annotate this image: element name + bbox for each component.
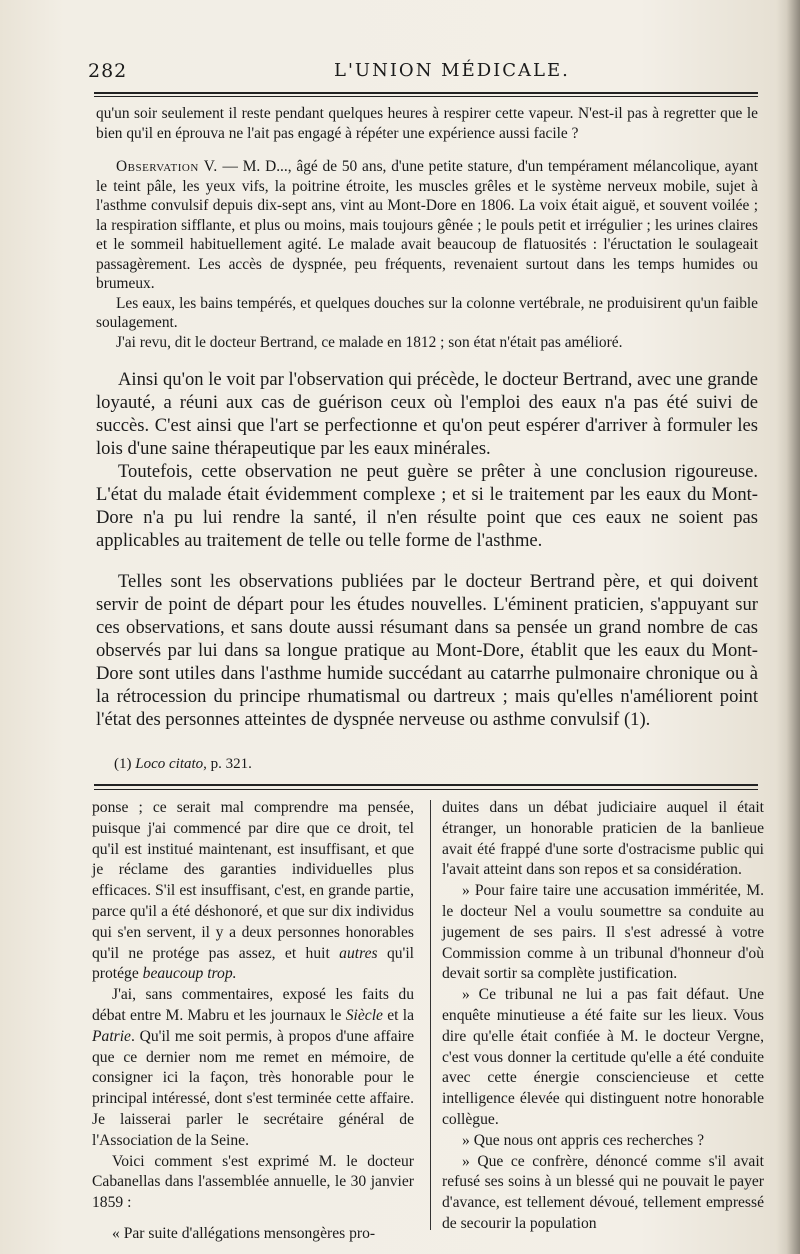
right-paragraph: » Ce tribunal ne lui a pas fait défaut. Une enquête minutieuse a été faite sur les lieux. Vous dire qu'elle était confiée à M. le docteur Vergne, c'est vous donner la certitude qu'elle a été conduite avec cette énergie consciencieuse et cette intelligence élevée qui distinguent notre honorable collègue. xyxy=(442,986,764,1128)
text-run: . Qu'il me soit permis, à propos d'une affaire que ce dernier nom me remet en mémoire, de consigner ici la façon, très honorable pour le principal intéressé, dont s'est terminée cette affaire. Je laisserai parler le secrétaire général de l'Association de la Seine. xyxy=(92,1027,414,1149)
text-run-italic: beaucoup trop. xyxy=(142,965,237,983)
header-rule xyxy=(94,92,758,94)
observation-v xyxy=(96,157,758,294)
observation-text: — M. D..., âgé de 50 ans, d'une petite stature, d'un tempérament mélancolique, ayant le teint pâle, les yeux vifs, la poitrine étroite, les muscles grêles et le système nerveux mobile, sujet à l'asthme convulsif depuis dix-sept ans, vint au Mont-Dore en 1806. La voix était aiguë, et souvent voilée ; la respiration sifflante, et plus ou moins, mais toujours gênée ; le pouls petit et irrégulier ; les urines claires et le sommeil habituellement agité. Le malade avait beaucoup de flatuosités : l'éructation le soulageait passagèrement. Les accès de dyspnée, peu fréquents, revenaient surtout dans les temps humides ou brumeux. xyxy=(96,158,758,292)
left-paragraph xyxy=(92,798,414,985)
observation-intro: qu'un soir seulement il reste pendant quelques heures à respirer cette vapeur. N'est-il pas à regretter que le bien qu'il en éprouva ne l'ait pas engagé à répéter une expérience aussi facile ? xyxy=(96,105,758,142)
left-column xyxy=(92,798,414,1245)
body-text xyxy=(96,368,758,731)
footnote-citation: Loco citato xyxy=(135,756,204,772)
text-run-italic: Siècle xyxy=(345,1006,383,1024)
text-run: J'ai, sans commentaires, exposé les faits du débat entre M. Mabru et les journaux le xyxy=(92,986,414,1024)
body-paragraph: Ainsi qu'on le voit par l'observation qui précède, le docteur Bertrand, avec une grande loyauté, a réuni aux cas de guérison ceux où l'emploi des eaux n'a pas été suivi de succès. C'est ainsi que l'art se perfectionne et qu'on peut espérer d'arriver à formuler les lois d'une saine thérapeutique par les eaux minérales. xyxy=(96,369,758,459)
main-content xyxy=(96,104,758,731)
observation-revisit: J'ai revu, dit le docteur Bertrand, ce malade en 1812 ; son état n'était pas amélioré. xyxy=(116,333,623,351)
left-paragraph: Voici comment s'est exprimé M. le docteur Cabanellas dans l'assemblée annuelle, le 30 janvier 1859 : xyxy=(92,1152,414,1212)
right-paragraph: » Que ce confrère, dénoncé comme s'il avait refusé ses soins à un blessé qui ne pouvait le payer d'avance, est tellement dévoué, tellement empressé de secourir la population xyxy=(442,1152,764,1232)
page-number: 282 xyxy=(88,60,128,82)
footnote-page: , p. 321. xyxy=(203,756,252,772)
text-run-italic: Patrie xyxy=(92,1027,131,1045)
left-paragraph xyxy=(92,985,414,1151)
text-run-italic: autres xyxy=(339,944,378,962)
page-header xyxy=(88,54,758,88)
text-run: ponse ; ce serait mal comprendre ma pensée, puisque j'ai commencé par dire que ce droit, tel qu'il est institué maintenant, est insuffisant, et que je réclame des garanties individuelles plus efficaces. S'il est insuffisant, c'est, en grande partie, parce qu'il a été déshonoré, et que sur dix individus qui s'en servent, il y a deux personnes honorables qu'il ne protége pas assez, et huit xyxy=(92,799,414,962)
right-paragraph: » Que nous ont appris ces recherches ? xyxy=(462,1131,705,1149)
text-run: et la xyxy=(382,1006,415,1024)
observation-treatment: Les eaux, les bains tempérés, et quelques douches sur la colonne vertébrale, ne produisirent qu'un faible soulagement. xyxy=(96,294,758,331)
observation-block xyxy=(96,104,758,352)
right-paragraph: » Pour faire taire une accusation imméritée, M. le docteur Nel a voulu soumettre sa conduite au jugement de ses pairs. Il s'est adressé à votre Commission comme à un tribunal d'honneur d'où devait sortir sa complète justification. xyxy=(442,882,764,983)
header-rule-thin xyxy=(94,96,758,97)
column-divider xyxy=(430,800,431,1230)
body-paragraph: Telles sont les observations publiées par le docteur Bertrand père, et qui doivent servir de point de départ pour les études nouvelles. L'éminent praticien, s'appuyant sur ces observations, et sans doute aussi résumant dans sa pensée un grand nombre de cas observés par lui dans sa longue pratique au Mont-Dore, établit que les eaux du Mont-Dore sont utiles dans l'asthme humide succédant au catarrhe pulmonaire chronique ou à la rétrocession du principe rhumatismal ou dartreux ; mais qu'elles n'améliorent point l'état des personnes atteintes de dyspnée nerveuse ou asthme convulsif (1). xyxy=(96,571,758,730)
section-rule-thin xyxy=(94,789,758,790)
right-paragraph: duites dans un débat judiciaire auquel il était étranger, un honorable praticien de la banlieue avait été frappé d'une sorte d'ostracisme public qui l'avait atteint dans son repos et sa considération. xyxy=(442,799,764,879)
text-run: qu'il protége xyxy=(92,944,415,983)
observation-label: Observation V. xyxy=(116,158,218,175)
body-paragraph: Toutefois, cette observation ne peut guère se prêter à une conclusion rigoureuse. L'état du malade était évidemment complexe ; et si le traitement par les eaux du Mont-Dore n'a pu lui rendre la santé, il n'en résulte point que ces eaux ne soient pas applicables au traitement de telle ou telle forme de l'asthme. xyxy=(96,461,758,551)
section-rule xyxy=(94,784,758,786)
footnote xyxy=(114,756,252,773)
left-paragraph: « Par suite d'allégations mensongères pro- xyxy=(112,1224,376,1242)
footnote-marker: (1) xyxy=(114,756,132,772)
page-edge xyxy=(786,0,800,1254)
running-title: L'UNION MÉDICALE. xyxy=(334,60,570,81)
right-column xyxy=(442,798,764,1235)
